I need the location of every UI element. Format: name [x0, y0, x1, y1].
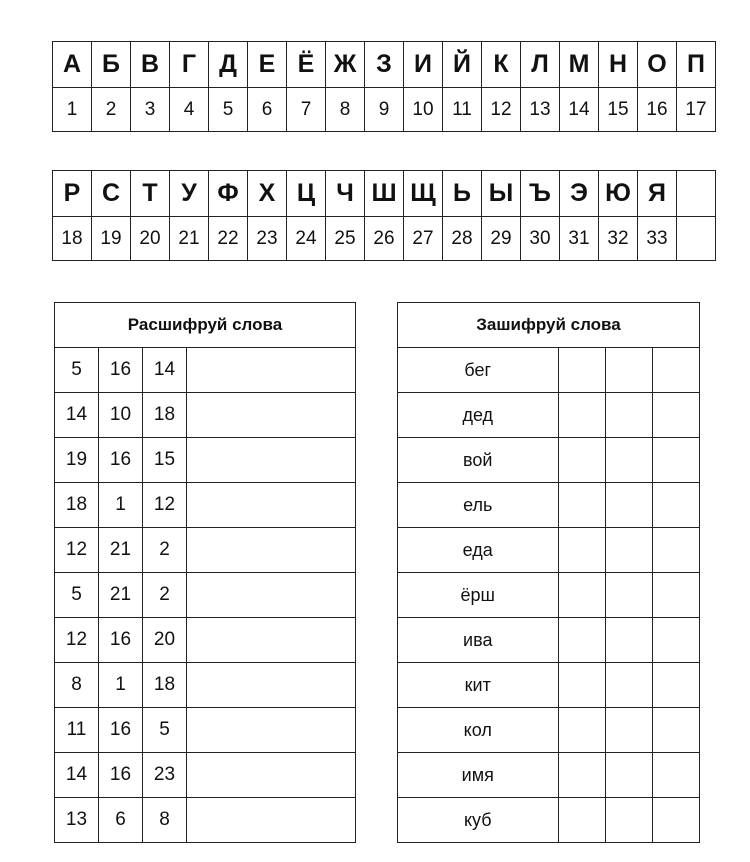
code-number: 16 — [99, 708, 143, 753]
alphabet-letters-row-1 — [53, 42, 716, 88]
code-answer-cell[interactable] — [558, 708, 605, 753]
code-answer-cell[interactable] — [652, 528, 699, 573]
alphabet-number: 14 — [560, 88, 599, 132]
code-answer-cell[interactable] — [605, 393, 652, 438]
alphabet-letter: З — [365, 42, 404, 88]
alphabet-number: 33 — [638, 217, 677, 261]
code-number: 8 — [55, 663, 99, 708]
alphabet-number: 12 — [482, 88, 521, 132]
alphabet-number: 32 — [599, 217, 638, 261]
code-number: 14 — [55, 753, 99, 798]
code-number: 10 — [99, 393, 143, 438]
alphabet-number: 1 — [53, 88, 92, 132]
code-number: 18 — [55, 483, 99, 528]
alphabet-number: 21 — [170, 217, 209, 261]
decode-row — [55, 618, 356, 663]
code-answer-cell[interactable] — [558, 438, 605, 483]
code-answer-cell[interactable] — [605, 348, 652, 393]
code-answer-cell[interactable] — [652, 393, 699, 438]
alphabet-number: 15 — [599, 88, 638, 132]
decode-row — [55, 573, 356, 618]
code-number: 2 — [143, 573, 187, 618]
encode-row — [398, 663, 700, 708]
answer-cell[interactable] — [187, 573, 356, 618]
alphabet-number: 19 — [92, 217, 131, 261]
answer-cell[interactable] — [187, 348, 356, 393]
code-number: 16 — [99, 438, 143, 483]
code-answer-cell[interactable] — [652, 438, 699, 483]
code-answer-cell[interactable] — [558, 348, 605, 393]
alphabet-number: 27 — [404, 217, 443, 261]
alphabet-letter: Х — [248, 171, 287, 217]
alphabet-letter: Ш — [365, 171, 404, 217]
alphabet-letter: Д — [209, 42, 248, 88]
code-number: 11 — [55, 708, 99, 753]
alphabet-letter: Е — [248, 42, 287, 88]
alphabet-letter: Ё — [287, 42, 326, 88]
encode-row — [398, 798, 700, 843]
encode-row — [398, 483, 700, 528]
code-number: 12 — [55, 618, 99, 663]
code-answer-cell[interactable] — [605, 618, 652, 663]
alphabet-letter — [677, 171, 716, 217]
word: бег — [398, 348, 559, 393]
alphabet-letter: Й — [443, 42, 482, 88]
answer-cell[interactable] — [187, 708, 356, 753]
alphabet-number: 5 — [209, 88, 248, 132]
code-answer-cell[interactable] — [652, 798, 699, 843]
code-answer-cell[interactable] — [558, 573, 605, 618]
alphabet-letter: Ц — [287, 171, 326, 217]
alphabet-number: 11 — [443, 88, 482, 132]
encode-row — [398, 708, 700, 753]
code-number: 16 — [99, 618, 143, 663]
answer-cell[interactable] — [187, 393, 356, 438]
alphabet-number: 29 — [482, 217, 521, 261]
code-number: 1 — [99, 483, 143, 528]
answer-cell[interactable] — [187, 663, 356, 708]
encode-row — [398, 618, 700, 663]
decode-row — [55, 393, 356, 438]
alphabet-letter: А — [53, 42, 92, 88]
code-number: 23 — [143, 753, 187, 798]
answer-cell[interactable] — [187, 528, 356, 573]
alphabet-number: 22 — [209, 217, 248, 261]
alphabet-letter: Ж — [326, 42, 365, 88]
code-number: 21 — [99, 528, 143, 573]
alphabet-letter: О — [638, 42, 677, 88]
alphabet-table-1 — [52, 41, 716, 132]
alphabet-letter: Ф — [209, 171, 248, 217]
decode-title: Расшифруй слова — [55, 303, 356, 348]
code-answer-cell[interactable] — [605, 708, 652, 753]
decode-row — [55, 348, 356, 393]
alphabet-number: 24 — [287, 217, 326, 261]
decode-row — [55, 663, 356, 708]
answer-cell[interactable] — [187, 438, 356, 483]
alphabet-number: 10 — [404, 88, 443, 132]
alphabet-letter: Г — [170, 42, 209, 88]
encode-row — [398, 753, 700, 798]
code-number: 5 — [55, 348, 99, 393]
code-number: 12 — [143, 483, 187, 528]
code-answer-cell[interactable] — [652, 753, 699, 798]
code-number: 19 — [55, 438, 99, 483]
code-answer-cell[interactable] — [558, 483, 605, 528]
alphabet-numbers-row-2 — [53, 217, 716, 261]
alphabet-number: 18 — [53, 217, 92, 261]
alphabet-number: 16 — [638, 88, 677, 132]
alphabet-letter: У — [170, 171, 209, 217]
alphabet-letter: И — [404, 42, 443, 88]
alphabet-number: 30 — [521, 217, 560, 261]
word: имя — [398, 753, 559, 798]
alphabet-letter: Ъ — [521, 171, 560, 217]
word: ёрш — [398, 573, 559, 618]
decode-row — [55, 708, 356, 753]
alphabet-number: 6 — [248, 88, 287, 132]
alphabet-number: 25 — [326, 217, 365, 261]
code-answer-cell[interactable] — [558, 618, 605, 663]
code-number: 6 — [99, 798, 143, 843]
code-answer-cell[interactable] — [605, 798, 652, 843]
code-number: 18 — [143, 393, 187, 438]
alphabet-letter: Щ — [404, 171, 443, 217]
code-number: 18 — [143, 663, 187, 708]
encode-row — [398, 393, 700, 438]
alphabet-letter: Ю — [599, 171, 638, 217]
answer-cell[interactable] — [187, 753, 356, 798]
word: дед — [398, 393, 559, 438]
code-answer-cell[interactable] — [605, 573, 652, 618]
alphabet-letter: Т — [131, 171, 170, 217]
alphabet-number: 26 — [365, 217, 404, 261]
alphabet-number: 13 — [521, 88, 560, 132]
code-answer-cell[interactable] — [558, 663, 605, 708]
code-number: 5 — [143, 708, 187, 753]
alphabet-letter: Н — [599, 42, 638, 88]
alphabet-table-2 — [52, 170, 716, 261]
word: вой — [398, 438, 559, 483]
code-answer-cell[interactable] — [558, 528, 605, 573]
decode-row — [55, 753, 356, 798]
alphabet-letter: П — [677, 42, 716, 88]
code-answer-cell[interactable] — [605, 753, 652, 798]
code-answer-cell[interactable] — [558, 798, 605, 843]
encode-row — [398, 348, 700, 393]
code-answer-cell[interactable] — [605, 663, 652, 708]
alphabet-number: 3 — [131, 88, 170, 132]
code-answer-cell[interactable] — [652, 348, 699, 393]
alphabet-numbers-row-1 — [53, 88, 716, 132]
code-number: 13 — [55, 798, 99, 843]
code-number: 12 — [55, 528, 99, 573]
answer-cell[interactable] — [187, 618, 356, 663]
code-answer-cell[interactable] — [652, 618, 699, 663]
alphabet-letter: Ы — [482, 171, 521, 217]
code-number: 8 — [143, 798, 187, 843]
alphabet-letter: Ч — [326, 171, 365, 217]
alphabet-letter: С — [92, 171, 131, 217]
decode-row — [55, 438, 356, 483]
word: куб — [398, 798, 559, 843]
encode-row — [398, 528, 700, 573]
decode-row — [55, 483, 356, 528]
code-number: 21 — [99, 573, 143, 618]
alphabet-letter: Л — [521, 42, 560, 88]
alphabet-letter: Я — [638, 171, 677, 217]
code-number: 16 — [99, 753, 143, 798]
code-answer-cell[interactable] — [652, 573, 699, 618]
alphabet-number: 4 — [170, 88, 209, 132]
code-answer-cell[interactable] — [605, 483, 652, 528]
word: еда — [398, 528, 559, 573]
encode-title: Зашифруй слова — [398, 303, 700, 348]
alphabet-number: 2 — [92, 88, 131, 132]
word: ива — [398, 618, 559, 663]
alphabet-number: 9 — [365, 88, 404, 132]
code-answer-cell[interactable] — [605, 438, 652, 483]
code-number: 1 — [99, 663, 143, 708]
alphabet-number: 17 — [677, 88, 716, 132]
code-answer-cell[interactable] — [652, 708, 699, 753]
alphabet-number: 31 — [560, 217, 599, 261]
alphabet-number: 8 — [326, 88, 365, 132]
code-answer-cell[interactable] — [652, 483, 699, 528]
alphabet-letter: Ь — [443, 171, 482, 217]
alphabet-number: 28 — [443, 217, 482, 261]
answer-cell[interactable] — [187, 798, 356, 843]
alphabet-number: 20 — [131, 217, 170, 261]
alphabet-number: 23 — [248, 217, 287, 261]
code-number: 14 — [143, 348, 187, 393]
alphabet-letter: Э — [560, 171, 599, 217]
answer-cell[interactable] — [187, 483, 356, 528]
decode-table — [54, 302, 356, 843]
encode-row — [398, 573, 700, 618]
word: кол — [398, 708, 559, 753]
code-number: 15 — [143, 438, 187, 483]
alphabet-letters-row-2 — [53, 171, 716, 217]
alphabet-letter: Б — [92, 42, 131, 88]
code-answer-cell[interactable] — [558, 393, 605, 438]
alphabet-number: 7 — [287, 88, 326, 132]
decode-row — [55, 528, 356, 573]
word: ель — [398, 483, 559, 528]
code-number: 16 — [99, 348, 143, 393]
encode-table — [397, 302, 700, 843]
code-answer-cell[interactable] — [605, 528, 652, 573]
code-number: 20 — [143, 618, 187, 663]
word: кит — [398, 663, 559, 708]
code-answer-cell[interactable] — [558, 753, 605, 798]
code-number: 2 — [143, 528, 187, 573]
alphabet-letter: К — [482, 42, 521, 88]
alphabet-letter: В — [131, 42, 170, 88]
alphabet-letter: М — [560, 42, 599, 88]
code-number: 14 — [55, 393, 99, 438]
alphabet-number — [677, 217, 716, 261]
encode-row — [398, 438, 700, 483]
code-answer-cell[interactable] — [652, 663, 699, 708]
code-number: 5 — [55, 573, 99, 618]
decode-row — [55, 798, 356, 843]
alphabet-letter: Р — [53, 171, 92, 217]
